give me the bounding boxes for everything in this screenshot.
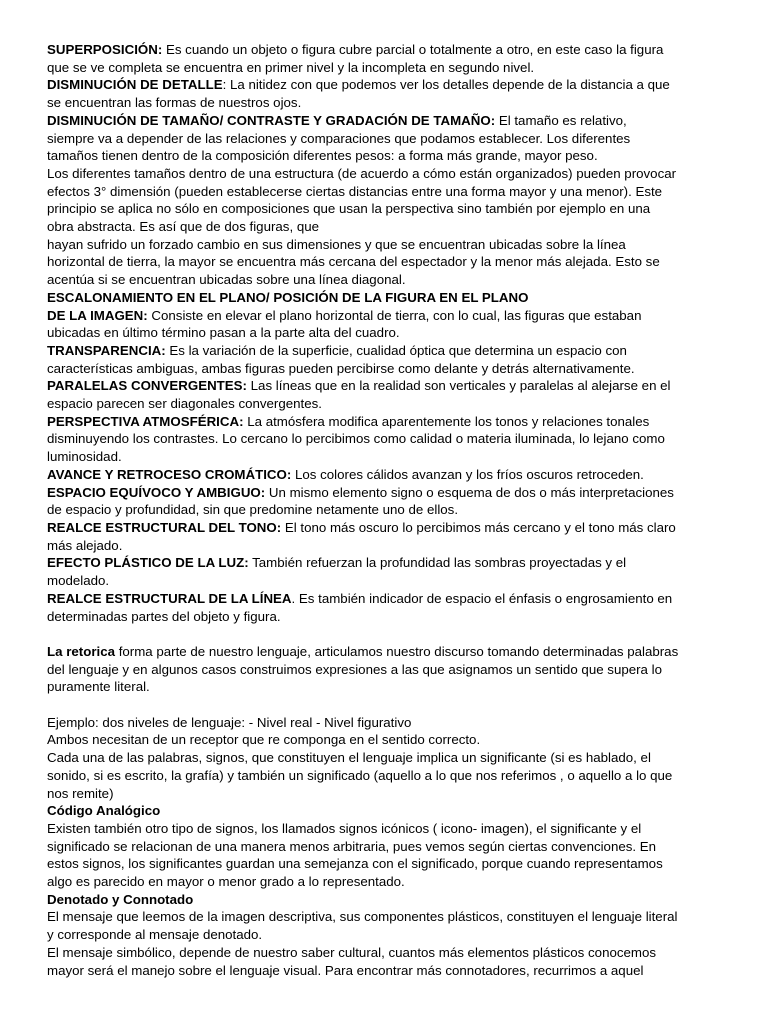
text-line xyxy=(47,714,728,732)
text-line xyxy=(47,962,728,980)
body-text: . Es también indicador de espacio el énfasis o engrosamiento en xyxy=(291,590,673,606)
body-text: Los diferentes tamaños dentro de una estructura (de acuerdo a cómo están organizados) pueden provocar xyxy=(47,165,677,181)
body-text: La atmósfera modifica aparentemente los tonos y relaciones tonales xyxy=(243,413,650,429)
body-text: nos remite) xyxy=(47,785,114,801)
bold-heading-text: PERSPECTIVA ATMOSFÉRICA: xyxy=(47,413,244,429)
text-line xyxy=(47,307,728,325)
text-line xyxy=(47,130,728,148)
body-text: disminuyendo los contrastes. Lo cercano lo percibimos como calidad o materia iluminada, lo lejano como xyxy=(47,431,665,447)
body-text: Existen también otro tipo de signos, los llamados signos icónicos ( icono- imagen), el significante y el xyxy=(47,820,642,836)
body-text: ubicadas en último término pasan a la parte alta del cuadro. xyxy=(47,325,400,341)
bold-heading-text: Código Analógico xyxy=(47,803,161,819)
bold-heading-text: REALCE ESTRUCTURAL DEL TONO: xyxy=(47,519,282,535)
text-line xyxy=(47,484,728,502)
text-line xyxy=(47,838,728,856)
text-line xyxy=(47,873,728,891)
body-text: Es la variación de la superficie, cualidad óptica que determina un espacio con xyxy=(165,342,627,358)
text-line xyxy=(47,501,728,519)
body-text: : La nitidez con que podemos ver los detalles depende de la distancia a que xyxy=(222,77,670,93)
bold-heading-text: EFECTO PLÁSTICO DE LA LUZ: xyxy=(47,555,249,571)
body-text: determinadas partes del objeto y figura. xyxy=(47,608,281,624)
text-line xyxy=(47,448,728,466)
text-line xyxy=(47,342,728,360)
text-line xyxy=(47,112,728,130)
body-text: obra abstracta. Es así que de dos figuras, que xyxy=(47,219,320,235)
body-text: espacio parecen ser diagonales convergentes. xyxy=(47,396,322,412)
body-text: efectos 3° dimensión (pueden establecerse ciertas distancias entre una forma mayor y una menor). Este xyxy=(47,183,663,199)
body-text: Ambos necesitan de un receptor que re componga en el sentido correcto. xyxy=(47,732,481,748)
body-text: estos signos, los significantes guardan una semejanza con el significado, porque cuando representamos xyxy=(47,856,663,872)
body-text: Consiste en elevar el plano horizontal de tierra, con lo cual, las figuras que estaban xyxy=(147,307,642,323)
text-line xyxy=(47,643,728,661)
text-line xyxy=(47,891,728,909)
body-text: Un mismo elemento signo o esquema de dos o más interpretaciones xyxy=(265,484,674,500)
body-text: hayan sufrido un forzado cambio en sus dimensiones y que se encuentran ubicadas sobre la línea xyxy=(47,236,626,252)
text-line xyxy=(47,466,728,484)
text-line xyxy=(47,661,728,679)
text-line xyxy=(47,59,728,77)
text-line xyxy=(47,767,728,785)
text-line xyxy=(47,608,728,626)
bold-heading-text: PARALELAS CONVERGENTES: xyxy=(47,378,247,394)
bold-heading-text: SUPERPOSICIÓN: xyxy=(47,42,163,57)
body-text: puramente literal. xyxy=(47,679,150,695)
text-line xyxy=(47,147,728,165)
body-text: y corresponde al mensaje denotado. xyxy=(47,927,263,943)
blank-line xyxy=(47,625,728,643)
body-text: horizontal de tierra, la mayor se encuentra más cercana del espectador y la menor más alejada. Esto se xyxy=(47,254,660,270)
body-text: Las líneas que en la realidad son verticales y paralelas al alejarse en el xyxy=(246,378,671,394)
body-text: Es cuando un objeto o figura cubre parcial o totalmente a otro, en este caso la figura xyxy=(162,42,664,57)
text-line xyxy=(47,731,728,749)
body-text: acentúa si se encuentran ubicadas sobre una línea diagonal. xyxy=(47,272,406,288)
bold-heading-text: AVANCE Y RETROCESO CROMÁTICO: xyxy=(47,466,292,482)
text-line xyxy=(47,413,728,431)
body-text: tamaños tienen dentro de la composición diferentes pesos: a forma más grande, mayor peso. xyxy=(47,148,598,164)
text-line xyxy=(47,590,728,608)
text-line xyxy=(47,678,728,696)
bold-heading-text: ESPACIO EQUÍVOCO Y AMBIGUO: xyxy=(47,484,266,500)
body-text: algo es parecido en mayor o menor grado a lo representado. xyxy=(47,874,405,890)
body-text: El mensaje que leemos de la imagen descriptiva, sus componentes plásticos, constituyen el lenguaje literal xyxy=(47,909,678,925)
text-line xyxy=(47,76,728,94)
text-line xyxy=(47,324,728,342)
body-text: sonido, si es escrito, la grafía) y también un significado (aquello a lo que nos referimos , o aquello a lo que xyxy=(47,767,673,783)
body-text: El tono más oscuro lo percibimos más cercano y el tono más claro xyxy=(281,519,676,535)
body-text: se encuentran las formas de nuestros ojos. xyxy=(47,95,302,111)
body-text: de espacio y profundidad, sin que predomine netamente uno de ellos. xyxy=(47,502,459,518)
text-line xyxy=(47,908,728,926)
text-line xyxy=(47,554,728,572)
text-line xyxy=(47,236,728,254)
bold-heading-text: DISMINUCIÓN DE TAMAÑO/ CONTRASTE Y GRADACIÓN DE TAMAÑO: xyxy=(47,112,496,128)
bold-heading-text: La retorica xyxy=(47,643,115,659)
text-line xyxy=(47,926,728,944)
text-line xyxy=(47,395,728,413)
body-text: más alejado. xyxy=(47,537,123,553)
text-line xyxy=(47,785,728,803)
text-line xyxy=(47,519,728,537)
bold-heading-text: TRANSPARENCIA: xyxy=(47,342,166,358)
bold-heading-text: DE LA IMAGEN: xyxy=(47,307,148,323)
body-text: Cada una de las palabras, signos, que constituyen el lenguaje implica un significante (si es hablado, el xyxy=(47,750,651,766)
text-line xyxy=(47,41,728,59)
body-text: significado se relacionan de una manera menos arbitraria, pues vemos según ciertas convenciones. En xyxy=(47,838,657,854)
bold-heading-text: REALCE ESTRUCTURAL DE LA LÍNEA xyxy=(47,590,292,606)
text-line xyxy=(47,271,728,289)
text-line xyxy=(47,944,728,962)
text-line xyxy=(47,183,728,201)
text-line xyxy=(47,430,728,448)
body-text: del lenguaje y en algunos casos construimos expresiones a las que asignamos un sentido que supera lo xyxy=(47,661,663,677)
text-line xyxy=(47,855,728,873)
body-text: Los colores cálidos avanzan y los fríos oscuros retroceden. xyxy=(291,466,644,482)
body-text: forma parte de nuestro lenguaje, articulamos nuestro discurso tomando determinadas palabras xyxy=(115,643,679,659)
text-line xyxy=(47,572,728,590)
text-line xyxy=(47,253,728,271)
body-text: También refuerzan la profundidad las sombras proyectadas y el xyxy=(248,555,627,571)
body-text: modelado. xyxy=(47,573,110,589)
body-text: Ejemplo: dos niveles de lenguaje: - Nivel real - Nivel figurativo xyxy=(47,714,412,730)
body-text: mayor será el manejo sobre el lenguaje visual. Para encontrar más connotadores, recurrimos a aquel xyxy=(47,962,644,978)
text-line xyxy=(47,802,728,820)
text-line xyxy=(47,537,728,555)
blank-line xyxy=(47,696,728,714)
text-line xyxy=(47,165,728,183)
bold-heading-text: ESCALONAMIENTO EN EL PLANO/ POSICIÓN DE LA FIGURA EN EL PLANO xyxy=(47,289,529,305)
body-text: que se ve completa se encuentra en primer nivel y la incompleta en segundo nivel. xyxy=(47,59,535,75)
bold-heading-text: Denotado y Connotado xyxy=(47,891,194,907)
text-line xyxy=(47,360,728,378)
body-text: El tamaño es relativo, xyxy=(495,112,627,128)
text-line xyxy=(47,289,728,307)
body-text: luminosidad. xyxy=(47,449,122,465)
body-text: siempre va a depender de las relaciones y comparaciones que podamos establecer. Los diferentes xyxy=(47,130,631,146)
bold-heading-text: DISMINUCIÓN DE DETALLE xyxy=(47,77,223,93)
body-text: El mensaje simbólico, depende de nuestro saber cultural, cuantos más elementos plásticos conocemos xyxy=(47,944,657,960)
body-text: principio se aplica no sólo en composiciones que usan la perspectiva sino también por ejemplo en una xyxy=(47,201,651,217)
text-line xyxy=(47,377,728,395)
text-line xyxy=(47,94,728,112)
text-line xyxy=(47,218,728,236)
body-text: características ambiguas, ambas figuras pueden percibirse como delante y detrás alternativamente. xyxy=(47,360,635,376)
text-line xyxy=(47,749,728,767)
text-line xyxy=(47,200,728,218)
text-line xyxy=(47,820,728,838)
